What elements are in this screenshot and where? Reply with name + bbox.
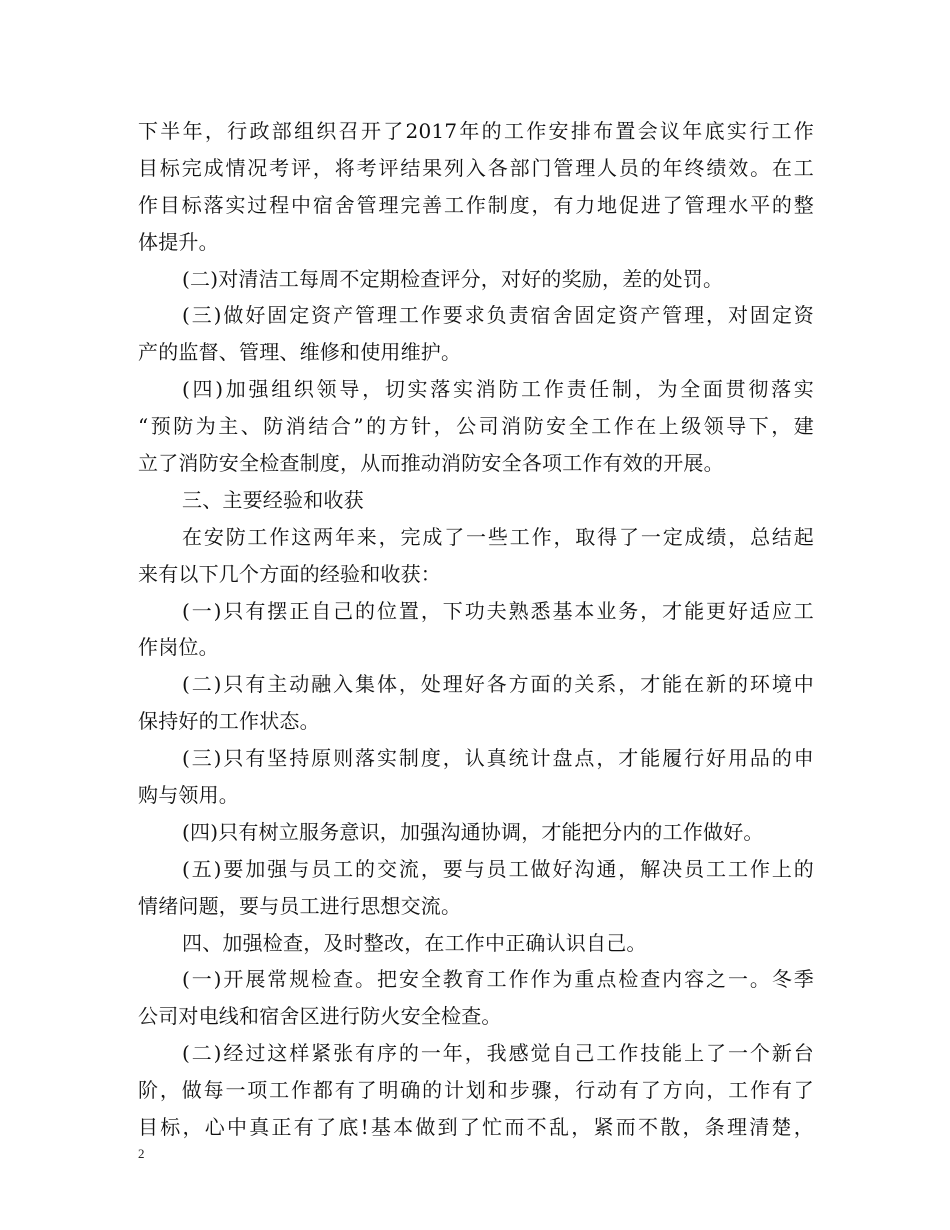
body-line: 作岗位。 — [138, 635, 219, 660]
body-line: (二)对清洁工每周不定期检查评分，对好的奖励，差的处罚。 — [182, 266, 724, 291]
body-line: (一)开展常规检查。把安全教育工作作为重点检查内容之一。冬季 — [182, 967, 814, 992]
document-body — [138, 113, 814, 1146]
body-line: (二)经过这样紧张有序的一年，我感觉自己工作技能上了一个新台 — [182, 1041, 814, 1066]
body-line: 目标，心中真正有了底!基本做到了忙而不乱，紧而不散，条理清楚， — [138, 1115, 814, 1140]
body-line: 公司对电线和宿舍区进行防火安全检查。 — [138, 1004, 502, 1029]
body-line: 目标完成情况考评，将考评结果列入各部门管理人员的年终绩效。在工 — [138, 155, 814, 180]
body-line: (三)只有坚持原则落实制度，认真统计盘点，才能履行好用品的申 — [182, 746, 814, 771]
body-line: 在安防工作这两年来，完成了一些工作，取得了一定成绩，总结起 — [182, 524, 814, 549]
section-heading: 四、加强检查，及时整改，在工作中正确认识自己。 — [182, 930, 647, 955]
body-line: 保持好的工作状态。 — [138, 709, 320, 734]
body-line: 购与领用。 — [138, 783, 239, 808]
body-line: 下半年，行政部组织召开了2017年的工作安排布置会议年底实行工作 — [138, 119, 814, 143]
body-line: (四)加强组织领导，切实落实消防工作责任制，为全面贯彻落实 — [182, 377, 814, 402]
body-line: 阶，做每一项工作都有了明确的计划和步骤，行动有了方向，工作有了 — [138, 1078, 814, 1103]
section-heading: 三、主要经验和收获 — [182, 487, 364, 512]
body-line: (一)只有摆正自己的位置，下功夫熟悉基本业务，才能更好适应工 — [182, 598, 814, 623]
body-line: (三)做好固定资产管理工作要求负责宿舍固定资产管理，对固定资 — [182, 303, 814, 328]
body-line: 作目标落实过程中宿舍管理完善工作制度，有力地促进了管理水平的整 — [138, 192, 814, 217]
body-line: (二)只有主动融入集体，处理好各方面的关系，才能在新的环境中 — [182, 672, 814, 697]
body-line: (四)只有树立服务意识，加强沟通协调，才能把分内的工作做好。 — [182, 819, 764, 844]
body-line: 立了消防安全检查制度，从而推动消防安全各项工作有效的开展。 — [138, 451, 724, 476]
body-line: 来有以下几个方面的经验和收获： — [138, 561, 441, 586]
body-line: (五)要加强与员工的交流，要与员工做好沟通，解决员工工作上的 — [182, 856, 814, 881]
page-number: 2 — [138, 1146, 145, 1161]
body-line: 情绪问题，要与员工进行思想交流。 — [138, 893, 462, 918]
body-line: 产的监督、管理、维修和使用维护。 — [138, 340, 462, 365]
body-line: “预防为主、防消结合”的方针，公司消防安全工作在上级领导下，建 — [138, 414, 814, 439]
body-line: 体提升。 — [138, 229, 219, 254]
